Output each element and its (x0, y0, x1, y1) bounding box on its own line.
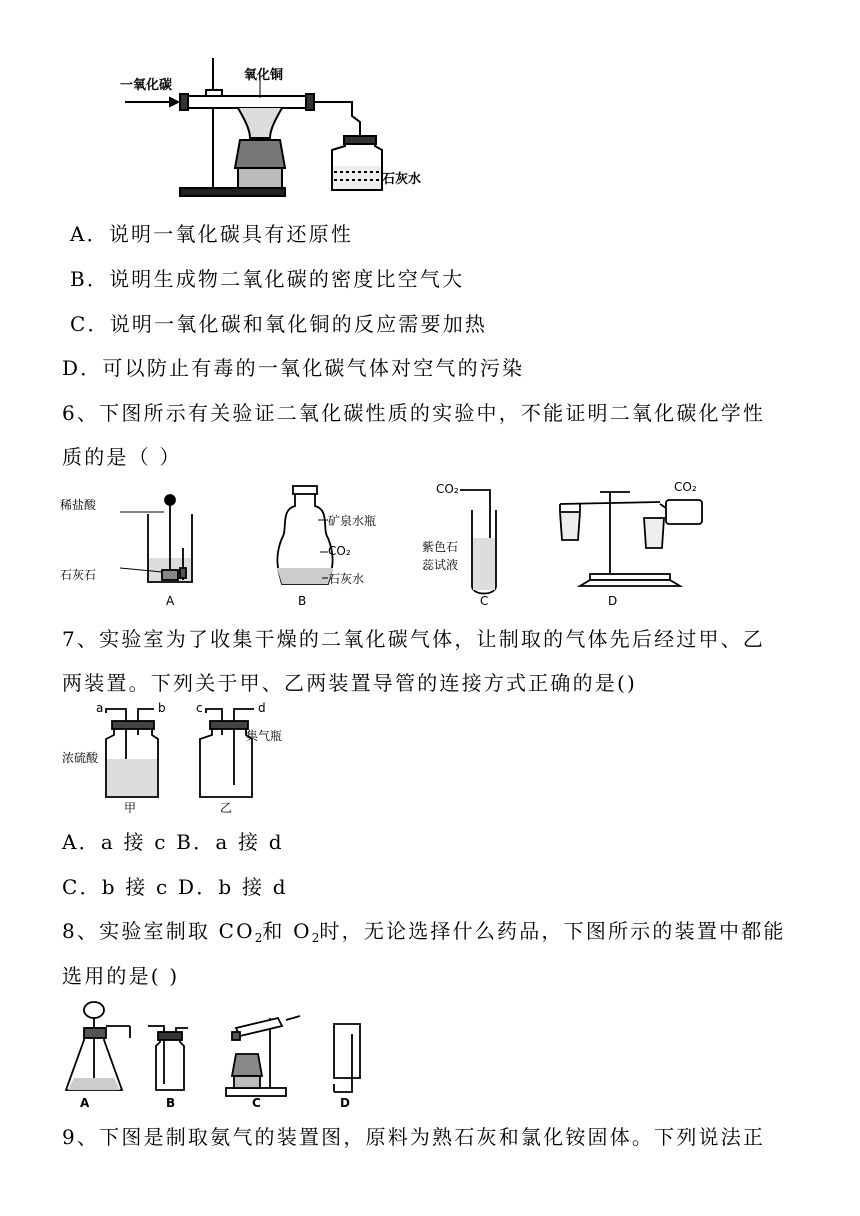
label-litmus-line2: 蕊试液 (422, 558, 459, 572)
label-limewater: 石灰水 (382, 172, 422, 187)
q5-option-b: B．说明生成物二氧化碳的密度比空气大 (70, 267, 465, 291)
q8-subscript-1: 2 (254, 931, 263, 945)
figure-label-b: B (298, 594, 307, 608)
q8-text-part2: 和 O (262, 919, 312, 943)
label-copper-oxide: 氧化铜 (244, 68, 284, 83)
apparatus-label-c: C (252, 1096, 261, 1110)
q8-question-line2: 选用的是( ) (62, 964, 180, 988)
q7-options-row2: C．b 接 c D．b 接 d (62, 875, 288, 899)
q8-text-part3: 时，无论选择什么药品，下图所示的装置中都能 (319, 919, 786, 943)
figure-label-d: D (608, 594, 618, 608)
label-tube-a: a (96, 701, 104, 715)
label-co2-d: CO₂ (674, 480, 697, 494)
label-limewater-b: 石灰水 (328, 572, 365, 586)
q6-question-line2: 质的是（ ） (62, 445, 182, 469)
label-litmus-line1: 紫色石 (422, 540, 459, 554)
label-tube-d: d (258, 701, 266, 715)
gas-apparatus-drawing (60, 998, 380, 1114)
q5-option-d: D．可以防止有毒的一氧化碳气体对空气的污染 (62, 356, 525, 380)
co2-experiments-drawing (60, 478, 720, 610)
q5-option-a: A．说明一氧化碳具有还原性 (70, 222, 354, 246)
q7-options-row1: A．a 接 c B．a 接 d (62, 830, 284, 854)
q6-question-line1: 6、下图所示有关验证二氧化碳性质的实验中，不能证明二氧化碳化学性 (62, 401, 766, 425)
apparatus-label-a: A (80, 1096, 90, 1110)
q7-question-line2: 两装置。下列关于甲、乙两装置导管的连接方式正确的是() (62, 671, 638, 695)
apparatus-label-d: D (340, 1096, 350, 1110)
q7-question-line1: 7、实验室为了收集干燥的二氧化碳气体，让制取的气体先后经过甲、乙 (62, 627, 766, 651)
label-dilute-hcl: 稀盐酸 (60, 498, 97, 512)
label-mineral-water-bottle: 矿泉水瓶 (328, 514, 377, 528)
label-limestone: 石灰石 (60, 568, 97, 582)
label-jia: 甲 (124, 801, 137, 815)
label-yi: 乙 (220, 801, 233, 815)
figure-label-a: A (166, 594, 175, 608)
figure-gas-apparatus (60, 998, 380, 1114)
label-co2-c: CO₂ (436, 482, 459, 496)
label-carbon-monoxide: 一氧化碳 (120, 78, 173, 93)
figure-co-reduction (120, 50, 450, 200)
label-gas-jar: 集气瓶 (246, 729, 283, 743)
figure-label-c: C (480, 594, 489, 608)
q9-question-line1: 9、下图是制取氨气的装置图，原料为熟石灰和氯化铵固体。下列说法正 (62, 1125, 766, 1149)
q8-question-line1 (62, 919, 786, 950)
label-tube-c: c (196, 701, 203, 715)
figure-co2-experiments (60, 478, 720, 610)
label-conc-sulfuric-acid: 浓硫酸 (62, 751, 99, 765)
q8-text-part1: 8、实验室制取 CO (62, 919, 255, 943)
label-tube-b: b (158, 701, 166, 715)
q5-option-c: C．说明一氧化碳和氧化铜的反应需要加热 (70, 312, 488, 336)
figure-gas-bottles (62, 701, 283, 815)
apparatus-label-b: B (166, 1096, 176, 1110)
q8-subscript-2: 2 (311, 931, 320, 945)
label-co2-b: CO₂ (328, 544, 351, 558)
